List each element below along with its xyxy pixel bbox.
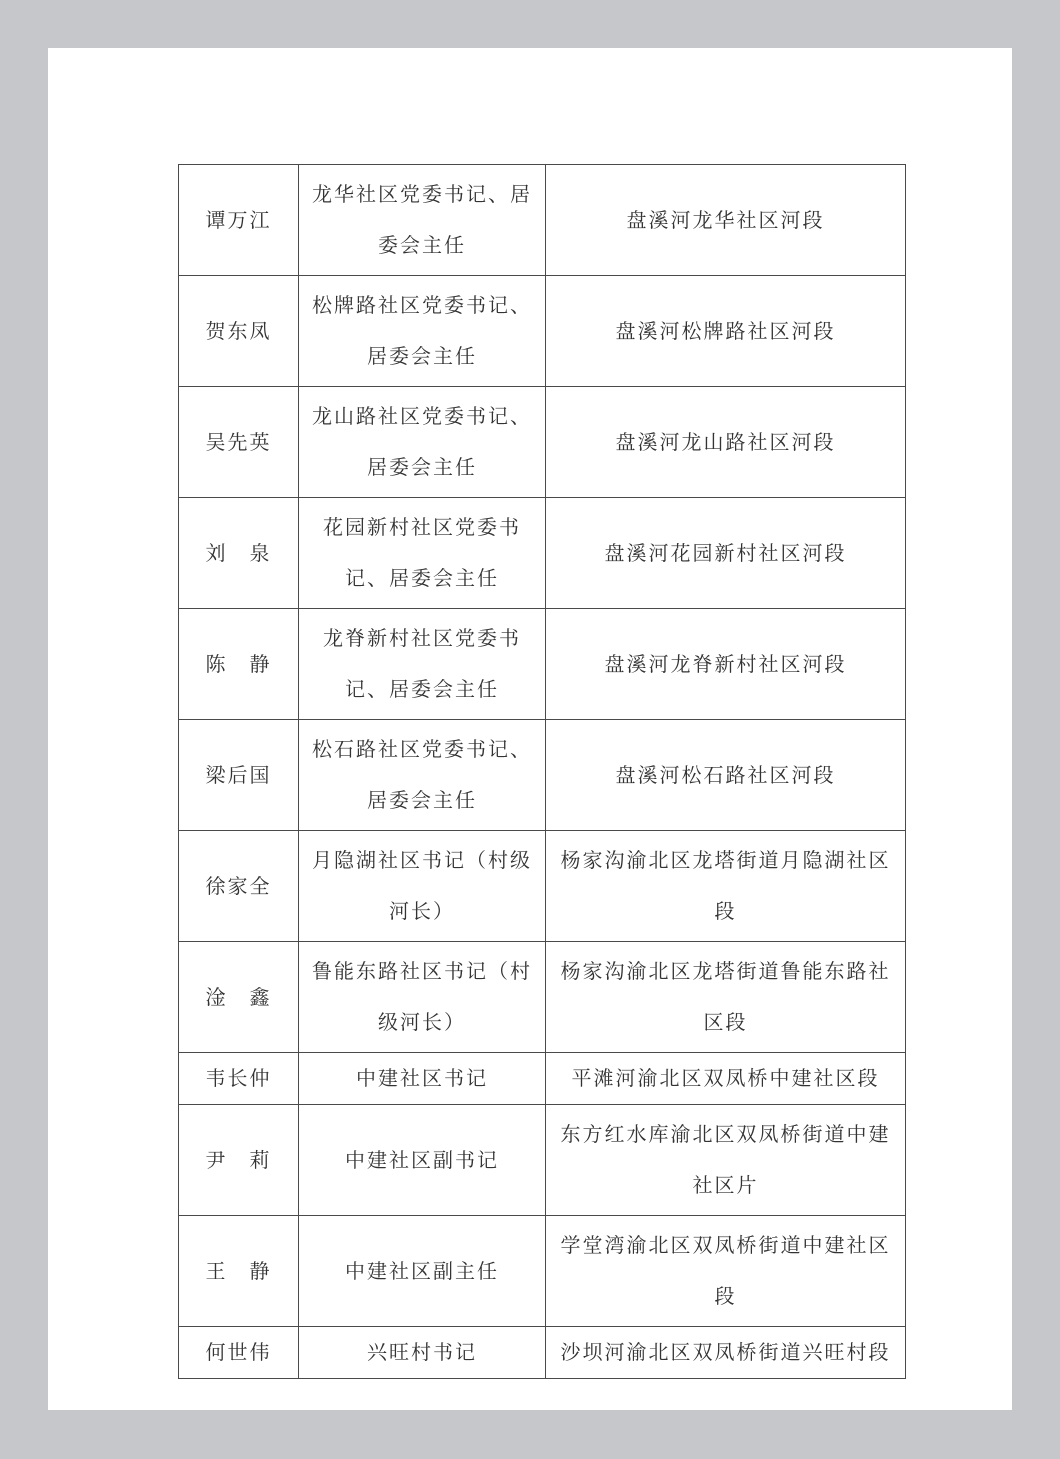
- section-cell: 盘溪河松牌路社区河段: [546, 276, 906, 387]
- section-cell: 学堂湾渝北区双凤桥街道中建社区段: [546, 1216, 906, 1327]
- table-row: [179, 276, 906, 387]
- name-cell: 淦 鑫: [179, 942, 299, 1053]
- name-cell: 刘 泉: [179, 498, 299, 609]
- table-row: [179, 1216, 906, 1327]
- name-cell: 梁后国: [179, 720, 299, 831]
- table-row: [179, 831, 906, 942]
- position-cell: 中建社区副主任: [299, 1216, 546, 1327]
- section-cell: 平滩河渝北区双凤桥中建社区段: [546, 1053, 906, 1105]
- position-cell: 中建社区副书记: [299, 1105, 546, 1216]
- section-cell: 盘溪河龙华社区河段: [546, 165, 906, 276]
- position-cell: 龙脊新村社区党委书记、居委会主任: [299, 609, 546, 720]
- name-cell: 贺东凤: [179, 276, 299, 387]
- table-row: [179, 165, 906, 276]
- table-row: [179, 1105, 906, 1216]
- name-cell: 尹 莉: [179, 1105, 299, 1216]
- name-cell: 吴先英: [179, 387, 299, 498]
- section-cell: 东方红水库渝北区双凤桥街道中建社区片: [546, 1105, 906, 1216]
- table-row: [179, 609, 906, 720]
- position-cell: 中建社区书记: [299, 1053, 546, 1105]
- document-page: [48, 48, 1012, 1410]
- position-cell: 兴旺村书记: [299, 1327, 546, 1379]
- name-cell: 何世伟: [179, 1327, 299, 1379]
- position-cell: 花园新村社区党委书记、居委会主任: [299, 498, 546, 609]
- position-cell: 龙华社区党委书记、居委会主任: [299, 165, 546, 276]
- table-row: [179, 720, 906, 831]
- position-cell: 鲁能东路社区书记（村级河长）: [299, 942, 546, 1053]
- section-cell: 杨家沟渝北区龙塔街道鲁能东路社区段: [546, 942, 906, 1053]
- table-row: [179, 1327, 906, 1379]
- position-cell: 月隐湖社区书记（村级河长）: [299, 831, 546, 942]
- table-row: [179, 942, 906, 1053]
- name-cell: 谭万江: [179, 165, 299, 276]
- section-cell: 杨家沟渝北区龙塔街道月隐湖社区段: [546, 831, 906, 942]
- section-cell: 盘溪河松石路社区河段: [546, 720, 906, 831]
- section-cell: 沙坝河渝北区双凤桥街道兴旺村段: [546, 1327, 906, 1379]
- name-cell: 韦长仲: [179, 1053, 299, 1105]
- position-cell: 松石路社区党委书记、居委会主任: [299, 720, 546, 831]
- name-cell: 陈 静: [179, 609, 299, 720]
- position-cell: 龙山路社区党委书记、居委会主任: [299, 387, 546, 498]
- section-cell: 盘溪河龙脊新村社区河段: [546, 609, 906, 720]
- river-chief-table: [178, 164, 906, 1379]
- section-cell: 盘溪河花园新村社区河段: [546, 498, 906, 609]
- position-cell: 松牌路社区党委书记、居委会主任: [299, 276, 546, 387]
- section-cell: 盘溪河龙山路社区河段: [546, 387, 906, 498]
- table-row: [179, 498, 906, 609]
- table-row: [179, 1053, 906, 1105]
- table-row: [179, 387, 906, 498]
- name-cell: 王 静: [179, 1216, 299, 1327]
- name-cell: 徐家全: [179, 831, 299, 942]
